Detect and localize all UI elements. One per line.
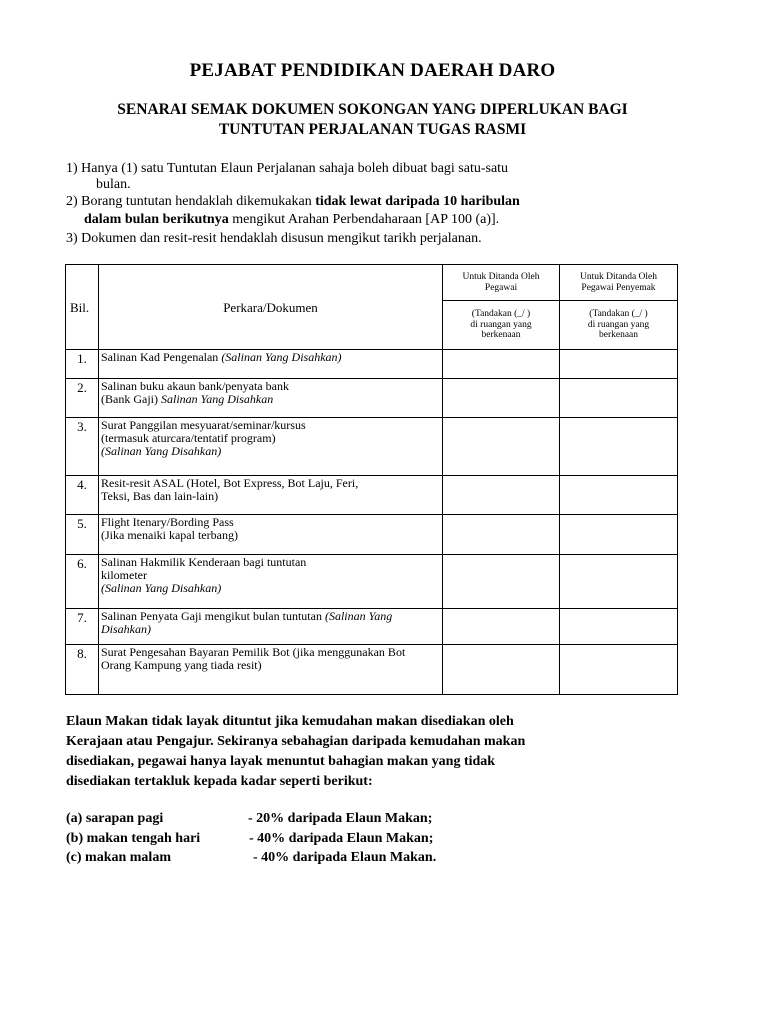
row-document-text: (Bank Gaji) xyxy=(101,392,161,406)
paragraph-line: disediakan, pegawai hanya layak menuntut bahagian makan yang tidak xyxy=(66,754,496,769)
meal-allowance-paragraph xyxy=(66,712,686,792)
row-document-note: Disahkan) xyxy=(101,622,151,636)
checkbox-cell-pegawai[interactable] xyxy=(443,379,560,418)
checkbox-cell-pegawai[interactable] xyxy=(443,418,560,476)
meal-rate-item xyxy=(66,829,686,849)
tick-instruction-line-2: di ruangan yang xyxy=(470,319,532,330)
row-document xyxy=(99,645,443,695)
row-document xyxy=(99,515,443,555)
row-document-line: Surat Pengesahan Bayaran Pemilik Bot (jika menggunakan Bot xyxy=(101,645,406,659)
table-row xyxy=(66,555,678,609)
row-document-note: (Salinan Yang Disahkan) xyxy=(221,350,342,364)
row-number: 2. xyxy=(66,379,99,418)
table-row xyxy=(66,418,678,476)
table-row xyxy=(66,379,678,418)
checkbox-cell-penyemak[interactable] xyxy=(560,476,678,515)
note-2-reference: mengikut Arahan Perbendaharaan [AP 100 (a)]. xyxy=(228,212,500,227)
paragraph-line: disediakan tertakluk kepada kadar seperti berikut: xyxy=(66,774,373,789)
meal-allowance-section xyxy=(66,712,686,865)
row-document-line xyxy=(101,351,439,364)
page-title: PEJABAT PENDIDIKAN DAERAH DARO xyxy=(189,60,556,81)
column-header-pegawai-line-2: Pegawai xyxy=(484,282,518,293)
meal-rate-value: - 40% daripada Elaun Makan. xyxy=(253,850,437,865)
meal-rate-label: (c) makan malam xyxy=(66,850,171,865)
row-number: 4. xyxy=(66,476,99,515)
checkbox-cell-pegawai[interactable] xyxy=(443,350,560,379)
row-document-line: Salinan buku akaun bank/penyata bank xyxy=(101,379,289,393)
row-number: 3. xyxy=(66,418,99,476)
row-document xyxy=(99,609,443,645)
column-header-penyemak xyxy=(560,265,678,301)
checkbox-cell-penyemak[interactable] xyxy=(560,379,678,418)
row-document-text: Salinan Penyata Gaji mengikut bulan tuntutan xyxy=(101,609,325,623)
meal-rate-value: - 40% daripada Elaun Makan; xyxy=(249,831,434,846)
row-document-line: (Jika menaiki kapal terbang) xyxy=(101,528,238,542)
checkbox-cell-penyemak[interactable] xyxy=(560,609,678,645)
checkbox-cell-penyemak[interactable] xyxy=(560,350,678,379)
checkbox-cell-pegawai[interactable] xyxy=(443,476,560,515)
column-header-pegawai xyxy=(443,265,560,301)
row-document-line: Orang Kampung yang tiada resit) xyxy=(101,658,262,672)
row-document-note: (Salinan Yang Disahkan) xyxy=(101,444,222,458)
row-document xyxy=(99,555,443,609)
tick-instruction-line-3: berkenaan xyxy=(598,330,639,341)
table-row xyxy=(66,515,678,555)
row-document-line: Teksi, Bas dan lain-lain) xyxy=(101,489,219,503)
row-document-note: (Salinan Yang Disahkan) xyxy=(101,581,222,595)
table-header-row xyxy=(66,265,678,301)
checkbox-cell-penyemak[interactable] xyxy=(560,555,678,609)
paragraph-line: Elaun Makan tidak layak dituntut jika kemudahan makan disediakan oleh xyxy=(66,714,514,729)
row-document xyxy=(99,418,443,476)
checkbox-cell-penyemak[interactable] xyxy=(560,645,678,695)
row-document-line: Flight Itenary/Bording Pass xyxy=(101,515,234,529)
tick-instruction-line-2: di ruangan yang xyxy=(587,319,650,330)
row-number: 6. xyxy=(66,555,99,609)
note-2-text: 2) Borang tuntutan hendaklah dikemukakan xyxy=(66,194,316,209)
column-header-bil: Bil. xyxy=(66,265,99,350)
row-document xyxy=(99,476,443,515)
table-row xyxy=(66,609,678,645)
column-header-penyemak-line-2: Pegawai Penyemak xyxy=(581,282,656,293)
row-document-line xyxy=(101,393,439,406)
note-2-line-2 xyxy=(84,211,499,228)
row-document-line: Salinan Hakmilik Kenderaan bagi tuntutan xyxy=(101,555,307,569)
row-document-line xyxy=(101,610,439,623)
column-header-pegawai-line-1: Untuk Ditanda Oleh xyxy=(462,271,540,282)
row-number: 7. xyxy=(66,609,99,645)
note-1-line-1: 1) Hanya (1) satu Tuntutan Elaun Perjalanan sahaja boleh dibuat bagi satu-satu xyxy=(66,161,509,176)
row-document xyxy=(99,379,443,418)
table-row xyxy=(66,476,678,515)
note-2-emphasis: tidak lewat daripada 10 haribulan xyxy=(315,194,520,209)
tick-instruction-line-3: berkenaan xyxy=(481,330,521,341)
row-document-line: Resit-resit ASAL (Hotel, Bot Express, Bot Laju, Feri, xyxy=(101,476,359,490)
row-document-text: Salinan Kad Pengenalan xyxy=(101,350,222,364)
checkbox-cell-pegawai[interactable] xyxy=(443,609,560,645)
meal-rate-label: (a) sarapan pagi xyxy=(66,811,164,826)
row-document-note: (Salinan Yang xyxy=(324,609,393,623)
checkbox-cell-pegawai[interactable] xyxy=(443,515,560,555)
row-document-line: Surat Panggilan mesyuarat/seminar/kursus xyxy=(101,418,306,432)
note-3: 3) Dokumen dan resit-resit hendaklah disusun mengikut tarikh perjalanan. xyxy=(66,231,482,246)
checkbox-cell-penyemak[interactable] xyxy=(560,418,678,476)
checkbox-cell-pegawai[interactable] xyxy=(443,555,560,609)
note-1-line-2: bulan. xyxy=(96,177,131,192)
column-header-penyemak-line-1: Untuk Ditanda Oleh xyxy=(579,271,658,282)
tick-instruction-penyemak xyxy=(560,301,678,350)
meal-rate-item xyxy=(66,848,686,868)
row-document-line: kilometer xyxy=(101,568,147,582)
note-2-emphasis-2: dalam bulan berikutnya xyxy=(84,212,229,227)
meal-rate-value: - 20% daripada Elaun Makan; xyxy=(248,811,433,826)
row-document-line: (termasuk aturcara/tentatif program) xyxy=(101,431,276,445)
checkbox-cell-pegawai[interactable] xyxy=(443,645,560,695)
note-2-line-1 xyxy=(66,193,520,210)
tick-instruction-pegawai xyxy=(443,301,560,350)
column-header-item: Perkara/Dokumen xyxy=(99,265,443,350)
row-number: 5. xyxy=(66,515,99,555)
paragraph-line: Kerajaan atau Pengajur. Sekiranya sebahagian daripada kemudahan makan xyxy=(66,734,526,749)
row-document xyxy=(99,350,443,379)
row-number: 8. xyxy=(66,645,99,695)
meal-rate-label: (b) makan tengah hari xyxy=(66,831,201,846)
table-row xyxy=(66,645,678,695)
subtitle-line-2: TUNTUTAN PERJALANAN TUGAS RASMI xyxy=(218,121,527,138)
meal-rate-item xyxy=(66,809,686,829)
subtitle-line-1: SENARAI SEMAK DOKUMEN SOKONGAN YANG DIPERLUKAN BAGI xyxy=(117,101,628,118)
row-document-note: Salinan Yang Disahkan xyxy=(160,392,274,406)
tick-instruction-line-1: (Tandakan (_/ ) xyxy=(471,309,531,320)
document-checklist-table xyxy=(65,264,678,695)
tick-instruction-line-1: (Tandakan (_/ ) xyxy=(589,309,648,320)
table-row xyxy=(66,350,678,379)
row-number: 1. xyxy=(66,350,99,379)
checkbox-cell-penyemak[interactable] xyxy=(560,515,678,555)
document-subtitle xyxy=(0,100,745,140)
